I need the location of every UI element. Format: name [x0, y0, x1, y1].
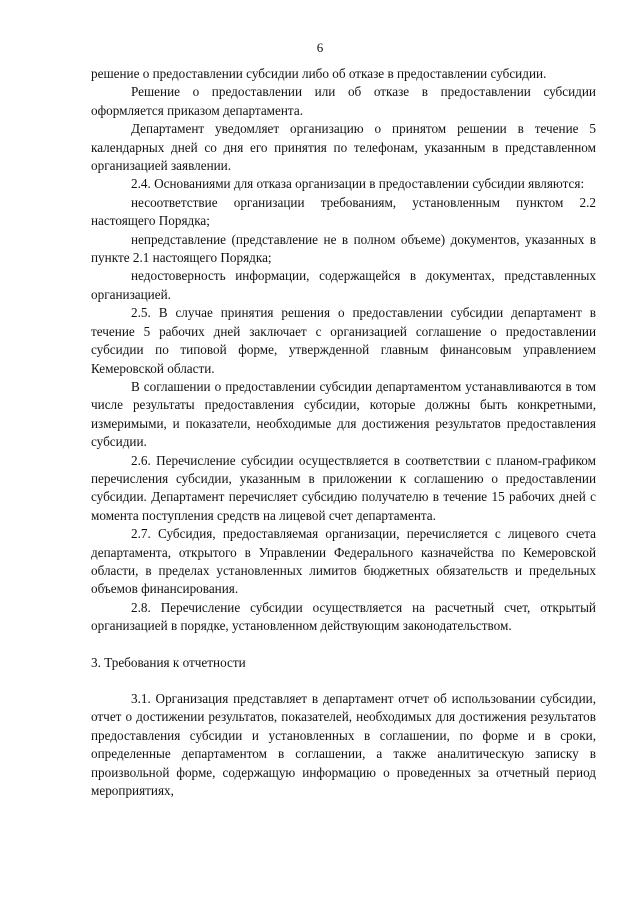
paragraph-notification: Департамент уведомляет организацию о принятом решении в течение 5 календарных дней со дня его принятия по телефонам, указанным в представленном организацией заявлении. — [91, 121, 596, 174]
paragraph-2-8: 2.8. Перечисление субсидии осуществляется на расчетный счет, открытый организацией в порядке, установленном действующим законодательством. — [91, 599, 596, 634]
paragraph-2-5: 2.5. В случае принятия решения о предоставлении субсидии департамент в течение 5 рабочих дней заключает с организацией соглашение о предоставлении субсидии по типовой форме, утвержденной главным финансовым управлением Кемеровской области. — [91, 305, 596, 376]
page-number: 6 — [316, 40, 324, 55]
paragraph-2-5-agreement: В соглашении о предоставлении субсидии департаментом устанавливаются в том числе результаты предоставления субсидии, которые должны быть конкретными, измеримыми, и показатели, необходимые для достижения результатов предоставления субсидии. — [91, 378, 596, 450]
paragraph-2-4-item-2: непредставление (представление не в полном объеме) документов, указанных в пункте 2.1 настоящего Порядка; — [91, 231, 596, 266]
paragraph-2-4-item-1: несоответствие организации требованиям, установленным пунктом 2.2 настоящего Порядка; — [91, 194, 596, 229]
paragraph-3-1: 3.1. Организация представляет в департамент отчет об использовании субсидии, отчет о достижении результатов, показателей, необходимых для достижения результатов предоставления субсидии и установленных в соглашении, по форме и в сроки, определенные департаментом в соглашении, а также аналитическую записку в произвольной форме, содержащую информацию о проведенных за отчетный период мероприятиях, — [91, 691, 596, 799]
paragraph-2-7: 2.7. Субсидия, предоставляемая организации, перечисляется с лицевого счета департамента, открытого в Управлении Федерального казначейства по Кемеровской области, в пределах установленных лимитов бюджетных обязательств и предельных объемов финансирования. — [91, 526, 596, 597]
paragraph-2-4: 2.4. Основаниями для отказа организации в предоставлении субсидии являются: — [131, 176, 585, 192]
section-heading: 3. Требования к отчетности — [91, 654, 246, 670]
paragraph-decision-continuation: решение о предоставлении субсидии либо об отказе в предоставлении субсидии. — [91, 66, 547, 81]
paragraph-decision-order: Решение о предоставлении или об отказе в предоставлении субсидии оформляется приказом департамента. — [91, 84, 596, 118]
paragraph-2-4-item-3: недостоверность информации, содержащейся в документах, представленных организацией. — [91, 268, 596, 302]
document-body — [91, 65, 596, 800]
paragraph-2-6: 2.6. Перечисление субсидии осуществляется в соответствии с планом-графиком перечисления субсидии, указанным в приложении к соглашению о предоставлении субсидии. Департамент перечисляет субсидию получателю в течение 15 рабочих дней с момента поступления средств на лицевой счет департамента. — [91, 452, 596, 523]
